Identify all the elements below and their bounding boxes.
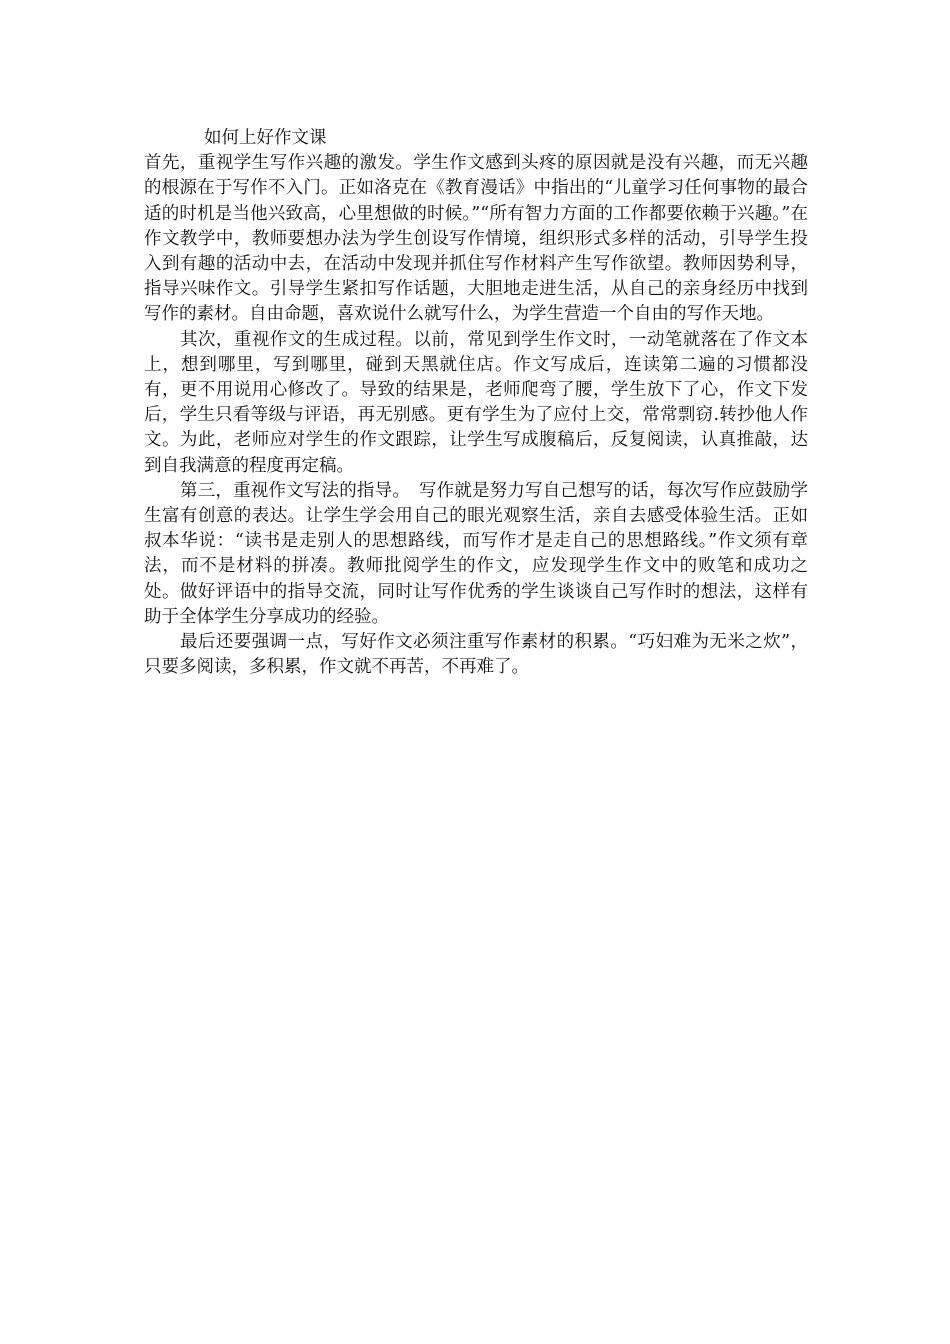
- document-body: [144, 126, 808, 680]
- paragraph-accumulation: 最后还要强调一点，写好作文必须注重写作素材的积累。“巧妇难为无米之炊”，只要多阅读，多积累，作文就不再苦，不再难了。: [144, 632, 808, 678]
- paragraph-method: 第三，重视作文写法的指导。 写作就是努力写自己想写的话，每次写作应鼓励学生富有创意的表达。让学生学会用自己的眼光观察生活，亲自去感受体验生活。正如叔本华说：“读书是走别人的思想路线，而写作才是走自己的思想路线。”作文须有章法，而不是材料的拼凑。教师批阅学生的作文，应发现学生作文中的败笔和成功之处。做好评语中的指导交流，同时让写作优秀的学生谈谈自己写作时的想法，这样有助于全体学生分享成功的经验。: [144, 480, 808, 627]
- document-title: 如何上好作文课: [204, 128, 327, 148]
- paragraph-process: 其次，重视作文的生成过程。以前，常见到学生作文时，一动笔就落在了作文本上，想到哪里，写到哪里，碰到天黑就住店。作文写成后，连读第二遍的习惯都没有，更不用说用心修改了。导致的结果是，老师爬弯了腰，学生放下了心，作文下发后，学生只看等级与评语，再无别感。更有学生为了应付上交，常常剽窃.转抄他人作文。为此，老师应对学生的作文跟踪，让学生写成腹稿后，反复阅读，认真推敲，达到自我满意的程度再定稿。: [144, 329, 808, 476]
- paragraph-interest: 首先，重视学生写作兴趣的激发。学生作文感到头疼的原因就是没有兴趣，而无兴趣的根源在于写作不入门。正如洛克在《教育漫话》中指出的“儿童学习任何事物的最合适的时机是当他兴致高，心里想做的时候。”“所有智力方面的工作都要依赖于兴趣。”在作文教学中，教师要想办法为学生创设写作情境，组织形式多样的活动，引导学生投入到有趣的活动中去，在活动中发现并抓住写作材料产生写作欲望。教师因势利导，指导兴味作文。引导学生紧扣写作话题，大胆地走进生活，从自己的亲身经历中找到写作的素材。自由命题，喜欢说什么就写什么，为学生营造一个自由的写作天地。: [144, 153, 808, 325]
